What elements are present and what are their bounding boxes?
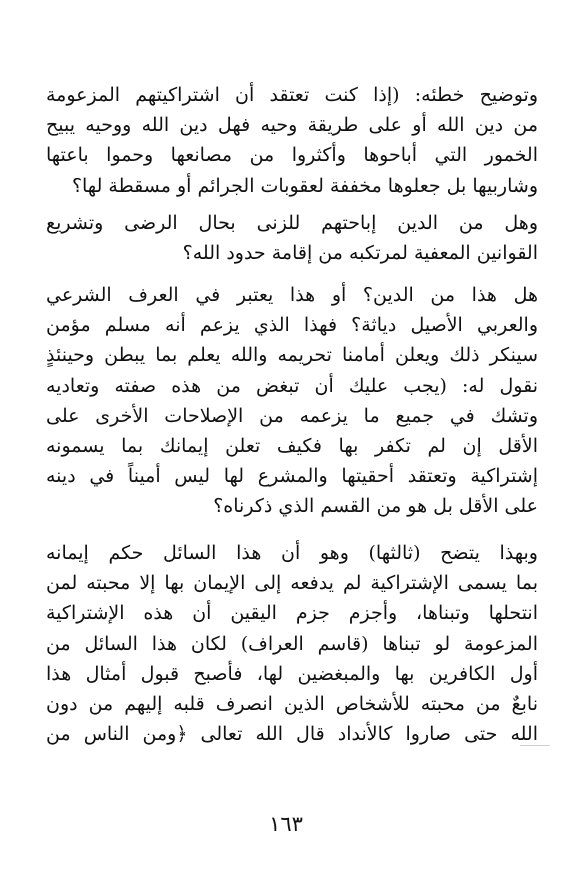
text-line: هل هذا من الدين؟ أو هذا يعتبر في العرف الشرعي (46, 284, 538, 306)
text-line: الخمور التي أباحوها وأكثروا من مصانعها وحموا باعتها (46, 144, 538, 167)
text-line: سينكر ذلك ويعلن أمامنا تحريمه والله يعلم بما يبطن وحينئذٍ (46, 344, 538, 367)
text-line: الله حتى صاروا كالأنداد قال الله تعالى ﴿ومن الناس من (46, 723, 538, 746)
text-line: وتشك في جميع ما يزعمه من الإصلاحات الأخرى على (46, 404, 538, 427)
text-line: إشتراكية وتعتقد أحقيتها والمشرع لها ليس أميناً في دينه (46, 465, 538, 488)
text-line: نابعٌ من محبته للأشخاص الذين انصرف قلبه إليهم من دون (46, 693, 538, 716)
text-line: والعربي الأصيل دياثة؟ فهذا الذي يزعم أنه مسلم مؤمن (46, 314, 538, 337)
scan-artifact-line (520, 745, 550, 746)
paragraph-1 (46, 80, 538, 201)
paragraph-4 (46, 538, 538, 749)
text-line: نقول له: (يجب عليك أن تبغض من هذه صفته وتعاديه (46, 374, 538, 397)
text-line: المزعومة لو تبناها (قاسم العراف) لكان هذا السائل من (46, 632, 538, 655)
paragraph-2 (46, 208, 538, 268)
text-line: بما يسمى الإشتراكية لم يدفعه إلى الإيمان بها إلا محبته لمن (46, 572, 538, 595)
text-line: الأقل إن لم تكفر بها فكيف تعلن إيمانك بما يسمونه (46, 435, 538, 458)
text-line: وبهذا يتضح (ثالثها) وهو أن هذا السائل حكم إيمانه (46, 542, 538, 564)
text-line: انتحلها وتبناها، وأجزم جزم اليقين أن هذه الإشتراكية (46, 602, 538, 625)
paragraph-3 (46, 280, 538, 522)
text-line: وتوضيح خطئه: (إذا كنت تعتقد أن اشتراكيتهم المزعومة (46, 84, 538, 106)
text-line: من دين الله أو على طريقة وحيه فهل دين الله ووحيه يبيح (46, 114, 538, 137)
text-line: وشاربيها بل جعلوها مخففة لعقوبات الجرائم أو مسقطة لها؟ (71, 174, 538, 197)
text-line: على الأقل بل هو من القسم الذي ذكرناه؟ (213, 495, 538, 518)
text-line: القوانين المعفية لمرتكبه من إقامة حدود الله؟ (182, 242, 538, 265)
text-line: وهل من الدين إباحتهم للزنى بحال الرضى وتشريع (46, 212, 538, 234)
page-number: ١٦٣ (269, 812, 303, 836)
text-line: أول الكافرين بها والمبغضين لها، فأصبح قبول أمثال هذا (46, 662, 538, 685)
